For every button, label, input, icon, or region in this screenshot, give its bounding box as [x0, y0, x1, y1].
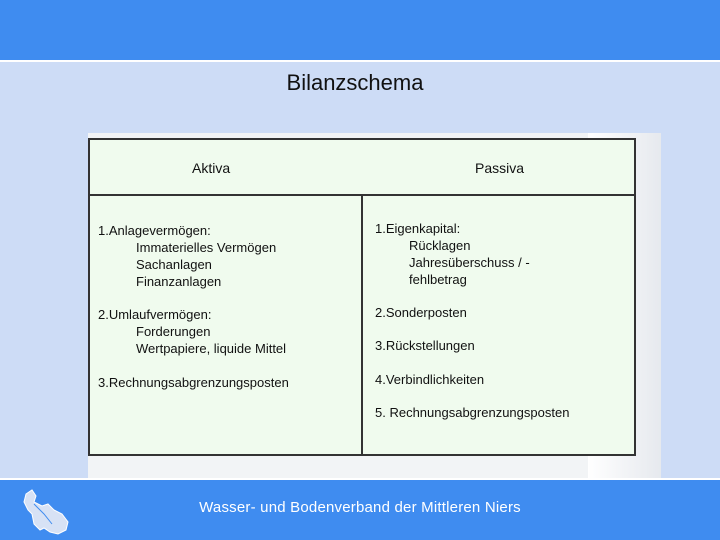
- aktiva-item-label: 3.Rechnungsabgrenzungsposten: [98, 375, 289, 390]
- passiva-sub-item: Rücklagen: [409, 238, 471, 253]
- header-band: [0, 0, 720, 60]
- passiva-sub-item: fehlbetrag: [409, 272, 467, 287]
- passiva-item-5: 5. Rechnungsabgrenzungsposten: [375, 405, 570, 420]
- aktiva-item-2: [98, 306, 286, 357]
- aktiva-item-1: [98, 222, 276, 290]
- aktiva-sub-item: Sachanlagen: [136, 257, 212, 272]
- passiva-item-1: [375, 220, 530, 288]
- passiva-item-4: 4.Verbindlichkeiten: [375, 372, 485, 387]
- passiva-sub-item: Jahresüberschuss / -: [409, 255, 530, 270]
- passiva-item-3: 3.Rückstellungen: [375, 338, 475, 353]
- balance-sheet-table: [88, 138, 636, 456]
- passiva-item-label: 1.Eigenkapital:: [375, 221, 461, 236]
- aktiva-sub-item: Wertpapiere, liquide Mittel: [136, 341, 287, 356]
- aktiva-header: Aktiva: [192, 160, 231, 176]
- passiva-item-2: 2.Sonderposten: [375, 305, 467, 320]
- footer-organization: Wasser- und Bodenverband der Mittleren Niers: [199, 499, 521, 516]
- aktiva-sub-item: Forderungen: [136, 324, 211, 339]
- aktiva-item-3: [98, 374, 289, 391]
- aktiva-item-label: 1.Anlagevermögen:: [98, 223, 211, 238]
- aktiva-sub-item: Finanzanlagen: [136, 274, 222, 289]
- passiva-header: Passiva: [475, 160, 525, 176]
- slide-title: Bilanzschema: [286, 70, 424, 95]
- aktiva-sub-item: Immaterielles Vermögen: [136, 240, 277, 255]
- aktiva-item-label: 2.Umlaufvermögen:: [98, 307, 212, 322]
- column-divider: [361, 194, 363, 456]
